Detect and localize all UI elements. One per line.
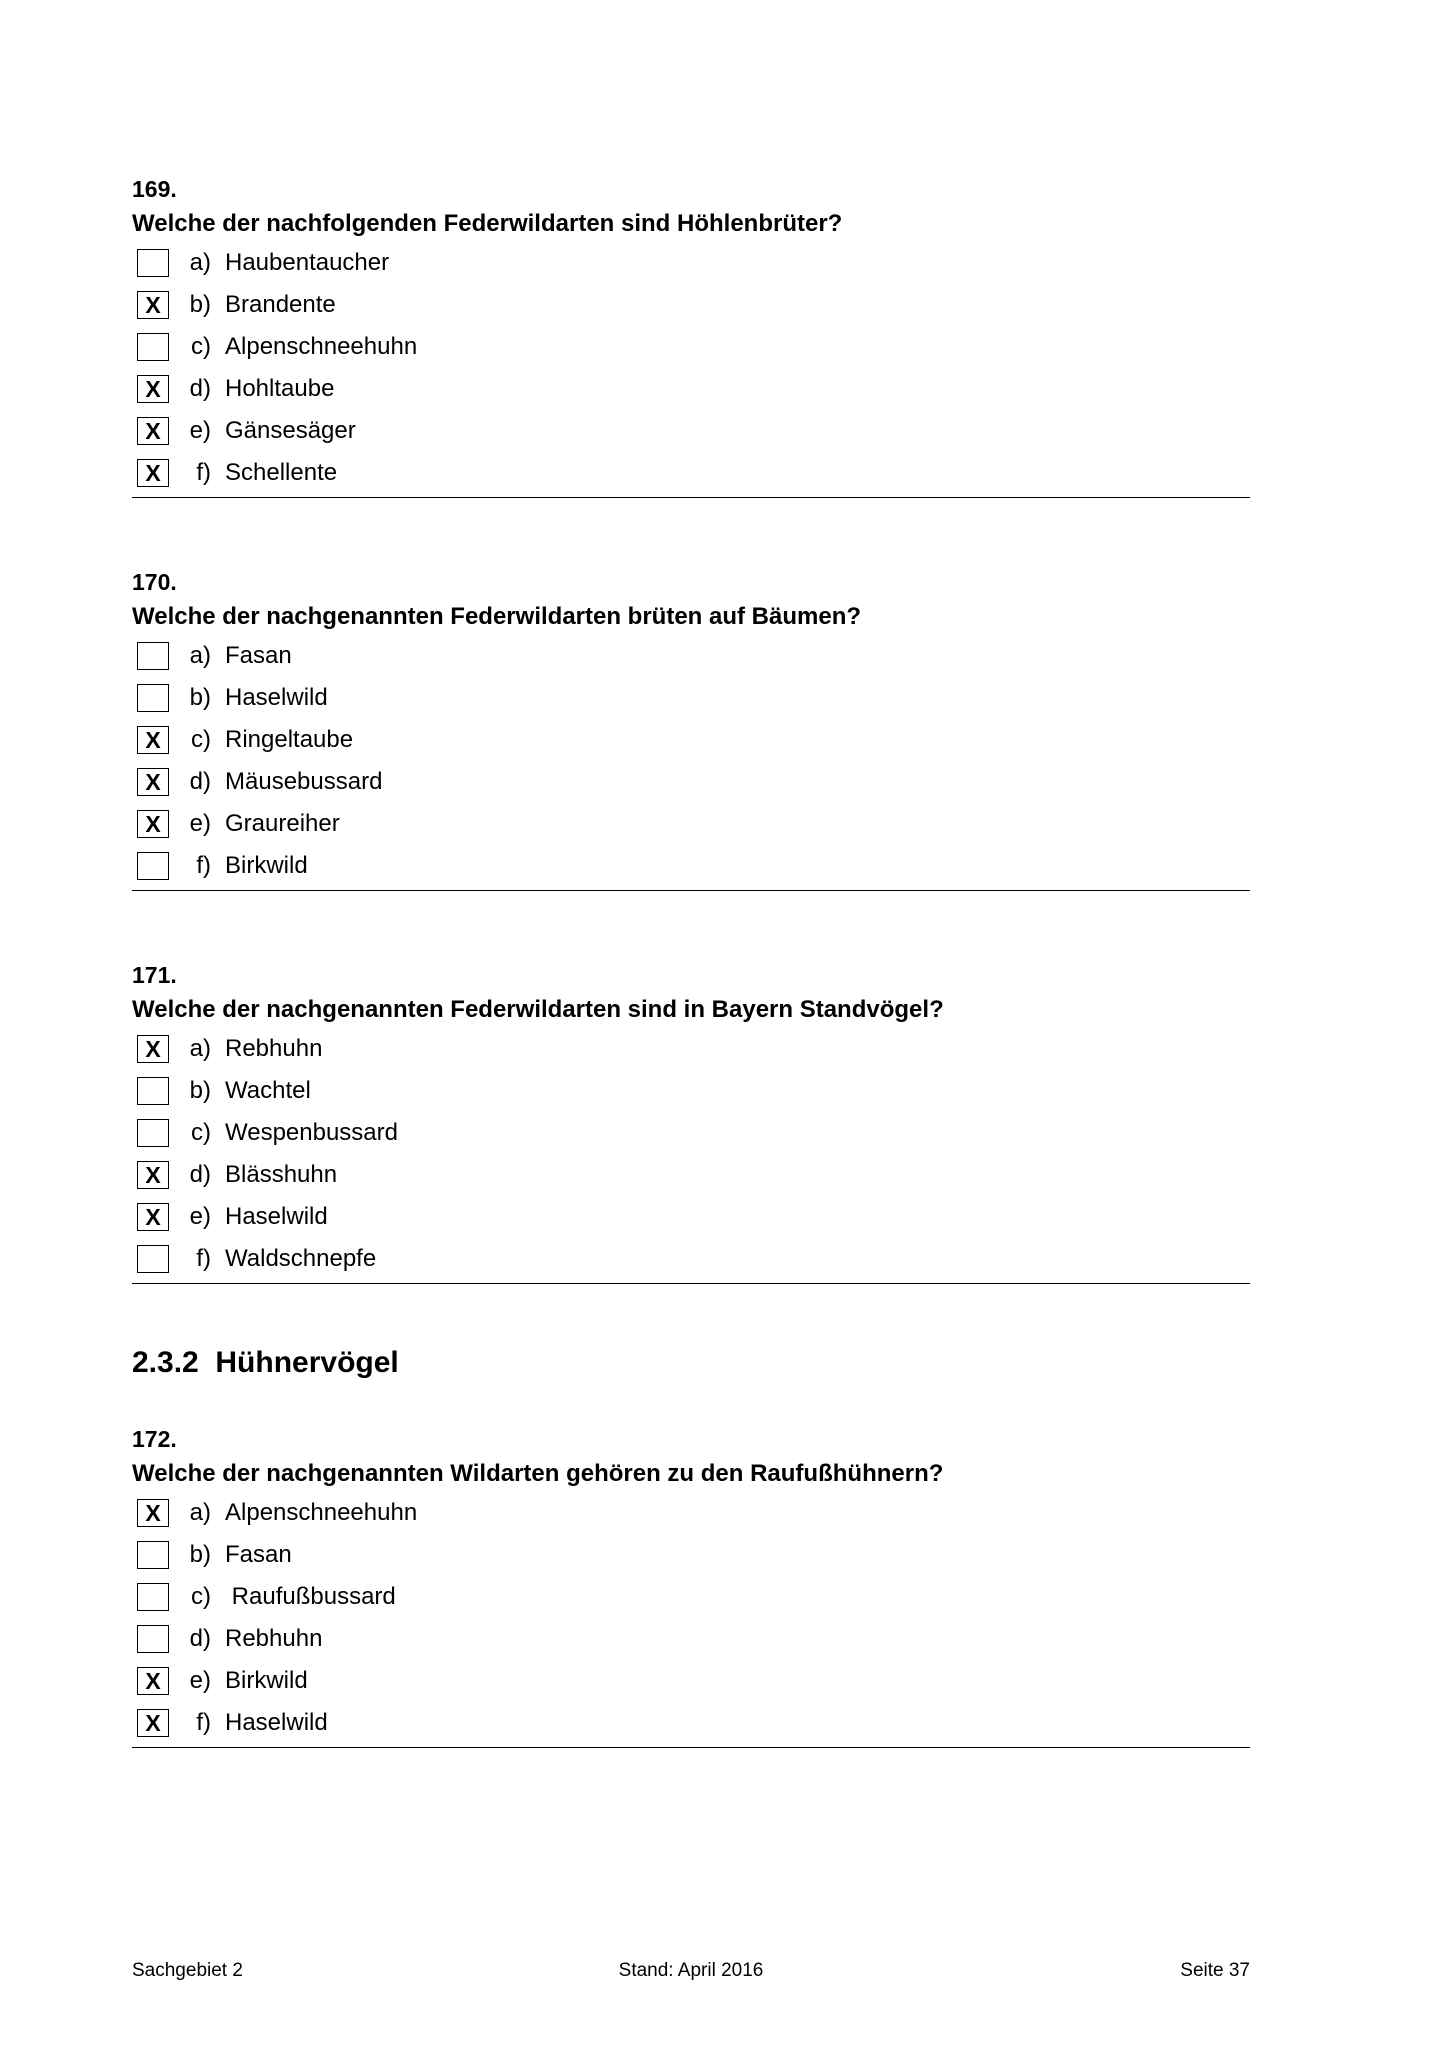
- option-letter: c): [191, 1583, 211, 1610]
- question-171: [132, 958, 1250, 1284]
- option-letter: b): [189, 1541, 211, 1568]
- option-letter: f): [196, 1245, 211, 1272]
- answer-checkbox[interactable]: X: [137, 1161, 169, 1189]
- answer-checkbox[interactable]: X: [137, 1499, 169, 1527]
- section-header: [132, 1284, 1250, 1422]
- option-letter: f): [196, 1709, 211, 1736]
- option-label: Haselwild: [225, 1203, 328, 1230]
- question-number: 170.: [132, 569, 177, 595]
- answer-option[interactable]: [132, 1702, 1250, 1744]
- footer-page-number: Seite 37: [1180, 1960, 1250, 1981]
- answer-checkbox[interactable]: [137, 852, 169, 880]
- answer-option[interactable]: [132, 452, 1250, 494]
- option-label: Waldschnepfe: [225, 1245, 377, 1272]
- option-label: Fasan: [225, 642, 292, 669]
- answer-option[interactable]: [132, 410, 1250, 452]
- answer-checkbox[interactable]: [137, 642, 169, 670]
- option-letter: a): [189, 1499, 211, 1526]
- option-letter: b): [189, 291, 211, 318]
- option-label: Birkwild: [225, 852, 308, 879]
- question-172: [132, 1422, 1250, 1748]
- question-170: [132, 565, 1250, 891]
- answer-option[interactable]: [132, 326, 1250, 368]
- question-text: Welche der nachfolgenden Federwildarten sind Höhlenbrüter?: [132, 210, 843, 237]
- option-letter: e): [189, 810, 211, 837]
- option-letter: d): [189, 1161, 211, 1188]
- answer-option[interactable]: [132, 1576, 1250, 1618]
- page-content: [132, 172, 1250, 1748]
- answer-option[interactable]: [132, 761, 1250, 803]
- option-label: Hohltaube: [225, 375, 335, 402]
- option-letter: f): [196, 459, 211, 486]
- answer-checkbox[interactable]: [137, 1077, 169, 1105]
- option-letter: c): [191, 1119, 211, 1146]
- option-label: Blässhuhn: [225, 1161, 338, 1188]
- option-label: Rebhuhn: [225, 1625, 323, 1652]
- option-letter: d): [189, 768, 211, 795]
- answer-checkbox[interactable]: [137, 1625, 169, 1653]
- option-label: Raufußbussard: [225, 1583, 396, 1610]
- option-letter: b): [189, 1077, 211, 1104]
- option-letter: e): [189, 417, 211, 444]
- option-label: Haselwild: [225, 684, 328, 711]
- answer-option[interactable]: [132, 368, 1250, 410]
- answer-checkbox[interactable]: X: [137, 1035, 169, 1063]
- answer-checkbox[interactable]: [137, 684, 169, 712]
- answer-option[interactable]: [132, 1618, 1250, 1660]
- answer-checkbox[interactable]: X: [137, 417, 169, 445]
- option-label: Alpenschneehuhn: [225, 1499, 418, 1526]
- option-label: Rebhuhn: [225, 1035, 323, 1062]
- option-label: Haubentaucher: [225, 249, 390, 276]
- answer-checkbox[interactable]: [137, 1583, 169, 1611]
- answer-checkbox[interactable]: X: [137, 726, 169, 754]
- footer-date: Stand: April 2016: [618, 1960, 764, 1981]
- answer-option[interactable]: [132, 1238, 1250, 1280]
- option-letter: b): [189, 684, 211, 711]
- option-letter: d): [189, 375, 211, 402]
- answer-checkbox[interactable]: X: [137, 1667, 169, 1695]
- section-heading: 2.3.2 Hühnervögel: [132, 1346, 399, 1379]
- answer-option[interactable]: [132, 719, 1250, 761]
- option-letter: a): [189, 642, 211, 669]
- answer-option[interactable]: [132, 284, 1250, 326]
- option-letter: c): [191, 333, 211, 360]
- option-letter: a): [189, 1035, 211, 1062]
- answer-option[interactable]: [132, 1070, 1250, 1112]
- answer-option[interactable]: [132, 635, 1250, 677]
- answer-checkbox[interactable]: [137, 333, 169, 361]
- option-label: Wespenbussard: [225, 1119, 398, 1146]
- option-label: Birkwild: [225, 1667, 308, 1694]
- answer-checkbox[interactable]: [137, 1119, 169, 1147]
- option-letter: e): [189, 1667, 211, 1694]
- answer-option[interactable]: [132, 1196, 1250, 1238]
- answer-option[interactable]: [132, 1028, 1250, 1070]
- option-label: Wachtel: [225, 1077, 311, 1104]
- answer-checkbox[interactable]: X: [137, 810, 169, 838]
- option-label: Schellente: [225, 459, 338, 486]
- question-number: 172.: [132, 1426, 177, 1452]
- option-label: Gänsesäger: [225, 417, 356, 444]
- answer-option[interactable]: [132, 1492, 1250, 1534]
- option-label: Fasan: [225, 1541, 292, 1568]
- answer-option[interactable]: [132, 845, 1250, 887]
- option-letter: f): [196, 852, 211, 879]
- answer-checkbox[interactable]: X: [137, 1203, 169, 1231]
- question-number: 169.: [132, 176, 177, 202]
- answer-checkbox[interactable]: X: [137, 768, 169, 796]
- question-text: Welche der nachgenannten Federwildarten sind in Bayern Standvögel?: [132, 996, 944, 1023]
- option-label: Haselwild: [225, 1709, 328, 1736]
- answer-checkbox[interactable]: [137, 249, 169, 277]
- option-label: Alpenschneehuhn: [225, 333, 418, 360]
- answer-option[interactable]: [132, 1660, 1250, 1702]
- question-text: Welche der nachgenannten Federwildarten brüten auf Bäumen?: [132, 603, 862, 630]
- question-text: Welche der nachgenannten Wildarten gehören zu den Raufußhühnern?: [132, 1460, 944, 1487]
- option-label: Mäusebussard: [225, 768, 383, 795]
- answer-checkbox[interactable]: [137, 1245, 169, 1273]
- answer-option[interactable]: [132, 803, 1250, 845]
- answer-checkbox[interactable]: X: [137, 459, 169, 487]
- answer-checkbox[interactable]: [137, 1541, 169, 1569]
- answer-checkbox[interactable]: X: [137, 1709, 169, 1737]
- option-letter: e): [189, 1203, 211, 1230]
- answer-option[interactable]: [132, 1534, 1250, 1576]
- answer-checkbox[interactable]: X: [137, 375, 169, 403]
- option-label: Graureiher: [225, 810, 340, 837]
- answer-option[interactable]: [132, 242, 1250, 284]
- option-letter: d): [189, 1625, 211, 1652]
- answer-option[interactable]: [132, 1112, 1250, 1154]
- option-label: Brandente: [225, 291, 336, 318]
- question-169: [132, 172, 1250, 498]
- option-label: Ringeltaube: [225, 726, 354, 753]
- footer-subject: Sachgebiet 2: [132, 1960, 243, 1981]
- answer-checkbox[interactable]: X: [137, 291, 169, 319]
- answer-option[interactable]: [132, 677, 1250, 719]
- answer-option[interactable]: [132, 1154, 1250, 1196]
- option-letter: a): [189, 249, 211, 276]
- question-number: 171.: [132, 962, 177, 988]
- page-footer: [132, 1960, 1250, 1990]
- option-letter: c): [191, 726, 211, 753]
